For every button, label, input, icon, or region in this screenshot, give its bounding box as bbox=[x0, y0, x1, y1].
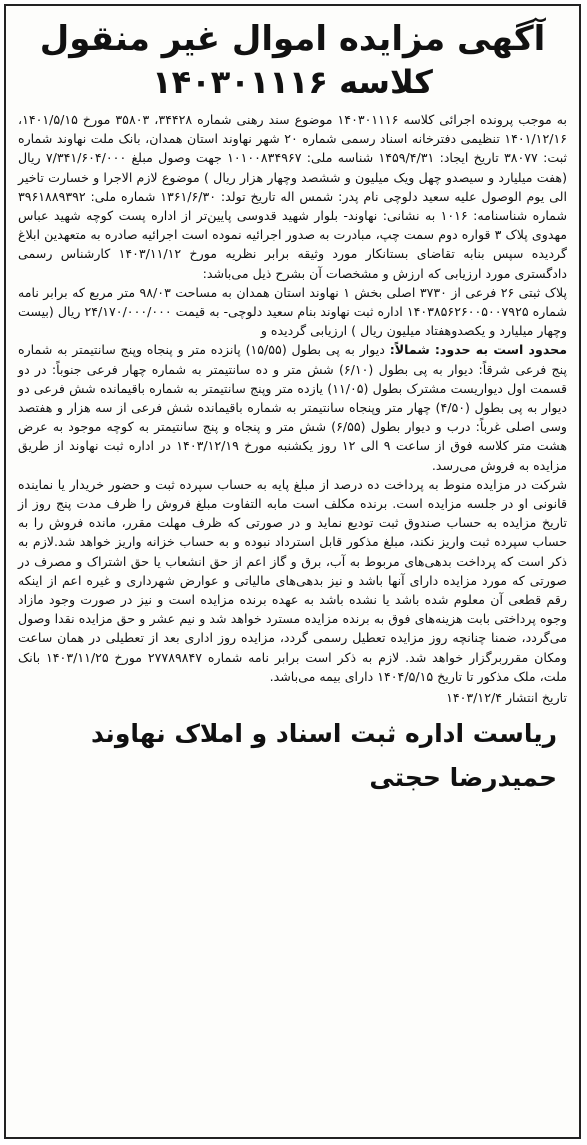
notice-paragraph-property bbox=[18, 283, 567, 475]
boundaries-heading: محدود است به حدود: شمالاً: bbox=[389, 342, 567, 358]
property-description: پلاک ثبتی ۲۶ فرعی از ۳۷۳۰ اصلی بخش ۱ نهاوند استان همدان به مساحت ۹۸/۰۳ متر مربع که برابر نامه شماره ۱۴۰۳۸۵۶۲۶۰۰۵۰۰۷۹۲۵ اداره ثبت نهاوند بنام سعید دلوچی- به قیمت ۲۴/۱۷۰/۰۰۰/۰۰۰ ریال (بیست وچهار میلیارد و یکصدوهفتاد میلیون ریال ) ارزیابی گردیده و bbox=[18, 284, 568, 339]
notice-paragraph-conditions: شرکت در مزایده منوط به پرداخت ده درصد از مبلغ پایه به حساب سپرده ثبت و حضور خریدار یا نماینده قانونی او در جلسه مزایده است. برنده مکلف است مابه التفاوت مبلغ فروش را ظرف مدت پنج روز از تاریخ مزایده به حساب صندوق ثبت تودیع نماید و در صورتی که ظرف مهلت مقرر، مانده فروش را به حساب سپرده ثبت واریز نکند، مبلغ مذکور قابل استرداد نبوده و به حساب خزانه واریز خواهد شد.لازم به ذکر است که پرداخت بدهی‌های مربوط به آب، برق و گاز اعم از حق انشعاب یا حق اشتراک و مصرف در صورتی که مورد مزایده دارای آنها باشد و نیز بدهی‌های مالیاتی و عوارض شهرداری و غیره اعم از اینکه رقم قطعی آن معلوم شده باشد یا نشده باشد به عهده برنده مزایده است و نیز در صورت وجود مازاد وجوه پرداختی بابت هزینه‌های فوق به برنده مزایده مسترد خواهد شد و نیم عشر و حق مزایده نقدا وصول می‌گردد، ضمنا چنانچه روز مزایده تعطیل رسمی گردد، مزایده روز اداری بعد از تعطیلی در همان ساعت ومکان مقرربرگزار خواهد شد. لازم به ذکر است برابر نامه شماره ۲۷۷۸۹۸۴۷ مورخ ۱۴۰۳/۱۱/۲۵ بانک ملت، ملک مذکور تا تاریخ ۱۴۰۴/۵/۱۵ دارای بیمه می‌باشد. bbox=[18, 476, 567, 684]
notice-frame bbox=[4, 4, 581, 1139]
issuing-authority: ریاست اداره ثبت اسناد و املاک نهاوند bbox=[90, 719, 557, 749]
notice-class-number: کلاسه ۱۴۰۳۰۱۱۱۶ bbox=[152, 63, 433, 101]
signatory-name: حمیدرضا حجتی bbox=[369, 763, 557, 793]
notice-content bbox=[6, 6, 579, 803]
publish-date: تاریخ انتشار ۱۴۰۳/۱۲/۴ bbox=[446, 690, 567, 706]
notice-title: آگهی مزایده اموال غیر منقول bbox=[39, 19, 546, 59]
notice-paragraph-execution: به موجب پرونده اجرائی کلاسه ۱۴۰۳۰۱۱۱۶ موضوع سند رهنی شماره ۳۴۴۲۸، ۳۵۸۰۳ مورخ ۱۴۰۱/۵/۱۵، ۱۴۰۱/۱۲/۱۶ تنظیمی دفترخانه اسناد رسمی شماره ۲۰ شهر نهاوند استان همدان، بانک ملت نهاوند شماره ثبت: ۳۸۰۷۷ تاریخ ایجاد: ۱۴۵۹/۴/۳۱ شناسه ملی: ۱۰۱۰۰۸۳۴۹۶۷ جهت وصول مبلغ ۷/۳۴۱/۶۰۴/۰۰۰ ریال (هفت میلیارد و سیصدو چهل ویک میلیون و ششصد وچهار هزار ریال ) موضوع لازم الاجرا و خسارت تاخیر الی یوم الوصول علیه سعید دلوچی نام پدر: شمس اله تاریخ تولد: ۱۳۶۱/۶/۳۰ شماره ملی: ۳۹۶۱۸۸۹۳۹۲ شماره شناسنامه: ۱۰۱۶ به نشانی: نهاوند- بلوار شهید قدوسی پایین‌تر از اداره پست کوچه شهید عباس مهدوی پلاک ۳ قواره دوم سمت چپ، مبادرت به صدور اجرائیه نموده است اجرائیه صادره به متعهدین ابلاغ گردیده سپس بنابه تقاضای بستانکار مورد وثیقه برابر نظریه مورخ ۱۴۰۳/۱۱/۱۲ کارشناس رسمی دادگستری مورد ارزیابی که ارزش و مشخصات آن بشرح ذیل می‌باشد: bbox=[18, 112, 568, 281]
boundaries-text: دیوار به پی بطول (۱۵/۵۵) پانزده متر و پنجاه وپنج سانتیمتر به شماره پنج فرعی شرقاً: دیوار به پی بطول (۶/۱۰) شش متر و ده سانتیمتر به شماره چهار فرعی جنوباً: در دو قسمت اول دیواریست مشترک بطول (۱۱/۰۵) یازده متر وپنج سانتیمتر به شماره باقیمانده شش فرعی دو دیوار به پی بطول (۴/۵۰) چهار متر وپنجاه سانتیمتر به شماره باقیمانده شش فرعی از سه هزار و هفتصد وسی اصلی غرباً: درب و دیوار بطول (۶/۵۵) شش متر و پنجاه و پنج سانتیمتر به کوچه موجود به عرض هشت متر کلاسه فوق از ساعت ۹ الی ۱۲ روز یکشنبه مورخ ۱۴۰۳/۱۲/۱۹ در اداره ثبت نهاوند از طریق مزایده به فروش می‌رسد. bbox=[18, 342, 567, 473]
